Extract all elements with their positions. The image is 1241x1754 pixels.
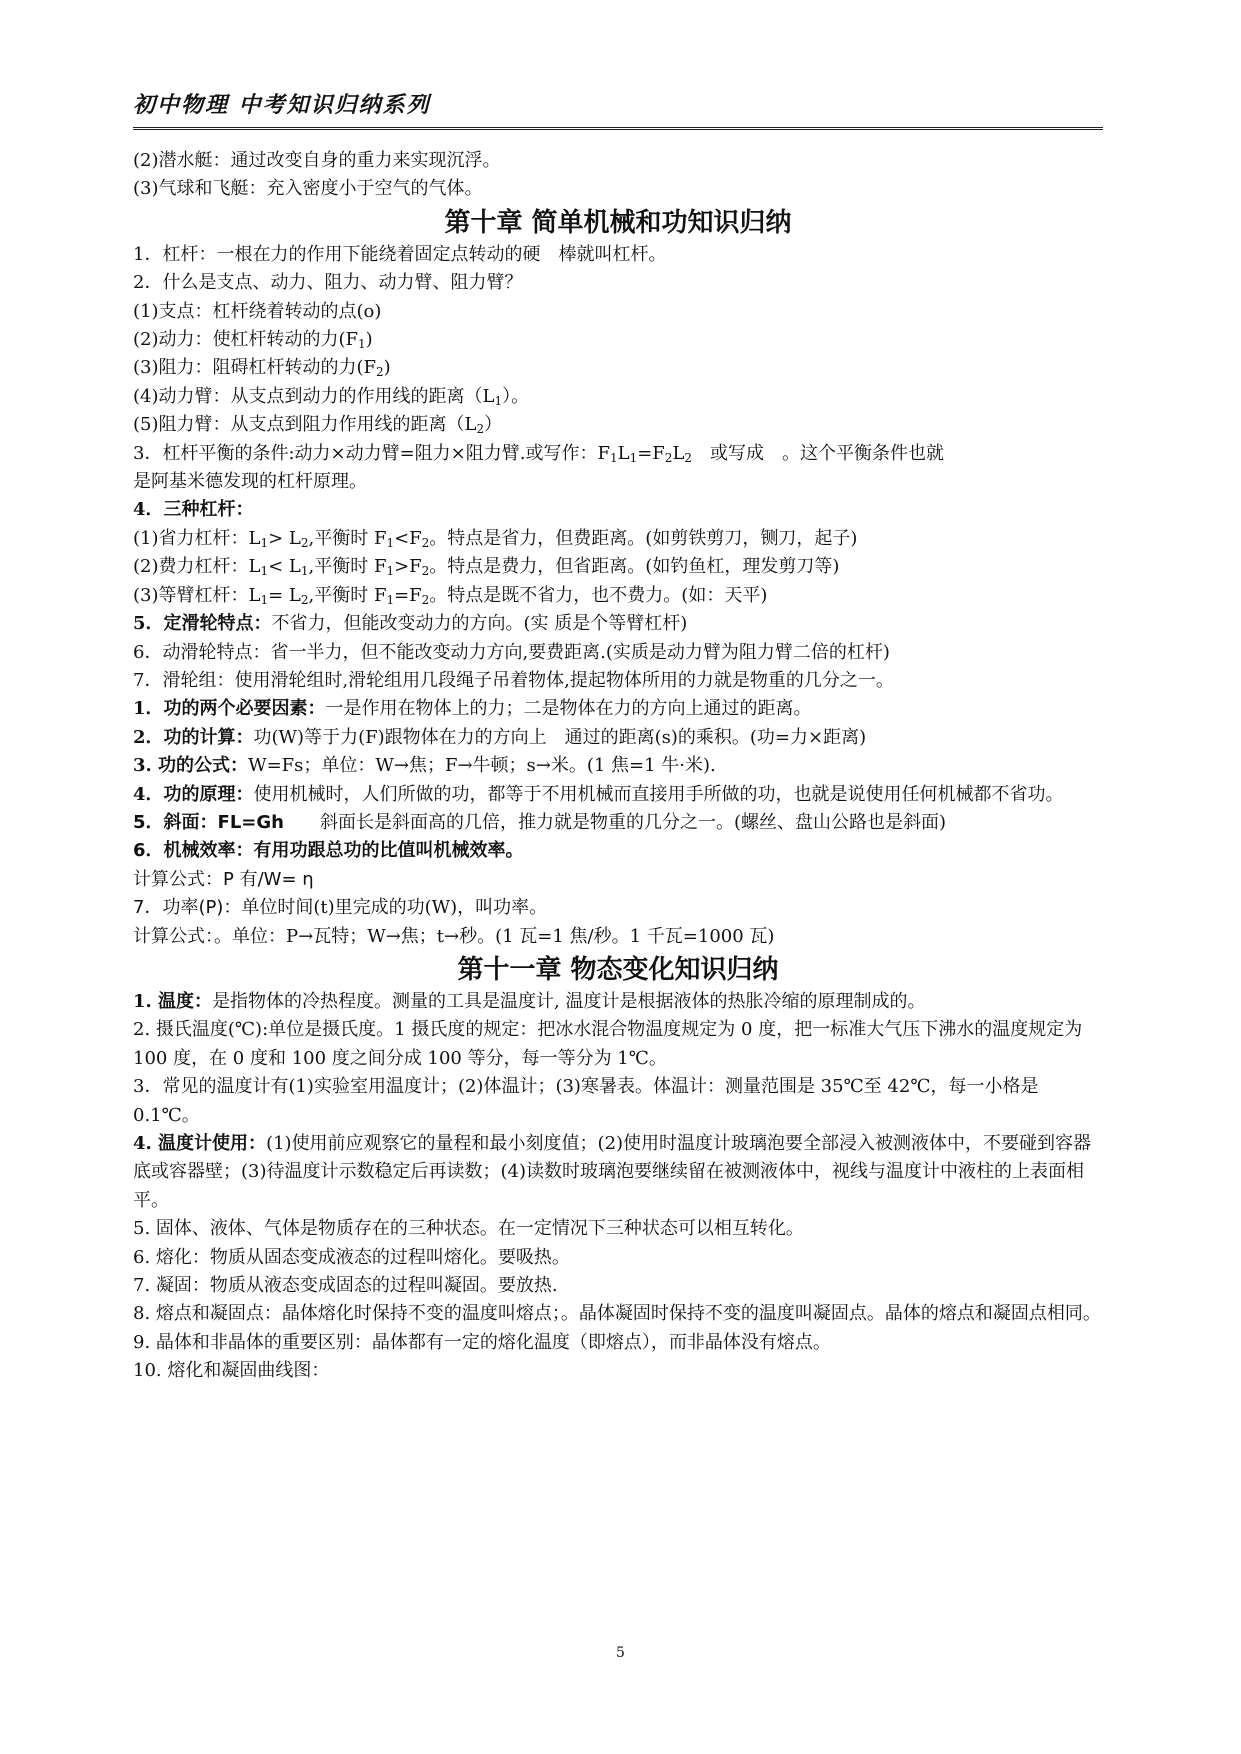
text-line: (3)气球和飞艇：充入密度小于空气的气体。 [133,178,483,200]
text-line: (1)省力杠杆：$L_1> L_2$,平衡时 $F_1<F_2$。特点是省力，但费距离。(如剪铁剪刀，铡刀，起子) [133,527,858,550]
text-paragraph: 2. 摄氏温度(℃):单位是摄氏度。1 摄氏度的规定：把冰水混合物温度规定为 0 度，把一标准大气压下沸水的温度规定为 100 度，在 0 度和 100 度之间分成 100 等分，每一等分为 1℃。 [133,1019,1083,1069]
text-line: 是阿基米德发现的杠杆原理。 [133,471,367,493]
text-line: 5．定滑轮特点：不省力，但能改变动力的方向。(实 质是个等臂杠杆) [133,613,688,635]
text-paragraph: 8. 熔点和凝固点：晶体熔化时保持不变的温度叫熔点；。晶体凝固时保持不变的温度叫凝固点。晶体的熔点和凝固点相同。 [133,1303,1101,1325]
text-line: 2．功的计算：功(W)等于力(F)跟物体在力的方向上 通过的距离(s)的乘积。(功=力×距离) [133,726,867,748]
text-line: 计算公式：。单位：P→瓦特；W→焦；t→秒。(1 瓦=1 焦/秒。1 千瓦=1000 瓦) [133,925,775,947]
text-line: (1)支点：杠杆绕着转动的点(o) [133,300,382,322]
text-line: 7．滑轮组：使用滑轮组时,滑轮组用几段绳子吊着物体,提起物体所用的力就是物重的几分之一。 [133,669,894,691]
chapter-title-10: 第十章 简单机械和功知识归纳 [444,207,792,238]
text-line: (2)费力杠杆：$L_1< L_1$,平衡时 $F_1>F_2$。特点是费力，但省距离。(如钓鱼杠，理发剪刀等) [133,556,840,579]
text-line: 5．斜面：FL=Gh 斜面长是斜面高的几倍，推力就是物重的几分之一。(螺丝、盘山公路也是斜面) [133,811,947,833]
page-header: 初中物理 中考知识归纳系列 [133,88,1103,130]
page-number: 5 [616,1645,625,1661]
text-line: 7. 凝固：物质从液态变成固态的过程叫凝固。要放热. [133,1275,558,1297]
text-line: 9. 晶体和非晶体的重要区别：晶体都有一定的熔化温度（即熔点），而非晶体没有熔点。 [133,1331,831,1353]
text-line: 10. 熔化和凝固曲线图： [133,1360,330,1382]
text-paragraph: 4．功的原理：使用机械时，人们所做的功，都等于不用机械而直接用手所做的功，也就是说使用任何机械都不省功。 [133,783,1064,805]
text-line: 3．杠杆平衡的条件:动力×动力臂=阻力×阻力臂.或写作：$F_1L_1=F_2L_2$ 或写成 。这个平衡条件也就 [133,442,945,465]
chapter-title-11: 第十一章 物态变化知识归纳 [457,954,779,985]
text-line: 7．功率(P)：单位时间(t)里完成的功(W)，叫功率。 [133,897,548,919]
text-line: 3. 功的公式：W=Fs；单位：W→焦；F→牛顿；s→米。(1 焦=1 牛·米). [133,755,716,777]
page-content [133,147,1103,1386]
text-line: 6．机械效率：有用功跟总功的比值叫机械效率。 [133,840,524,862]
text-line: 1．杠杆：一根在力的作用下能绕着固定点转动的硬 棒就叫杠杆。 [133,243,667,265]
text-line: 5. 固体、液体、气体是物质存在的三种状态。在一定情况下三种状态可以相互转化。 [133,1218,804,1240]
text-line: (5)阻力臂：从支点到阻力作用线的距离$(L_2)$ [133,414,503,437]
text-line: 6. 熔化：物质从固态变成液态的过程叫熔化。要吸热。 [133,1246,570,1268]
text-line: (4)动力臂：从支点到动力的作用线的距离$(L_1)$。 [133,385,530,408]
text-line: 计算公式：P 有/W= η [133,868,314,890]
text-line: (2)潜水艇：通过改变自身的重力来实现沉浮。 [133,150,501,171]
text-line: 1．功的两个必要因素：一是作用在物体上的力；二是物体在力的方向上通过的距离。 [133,698,812,720]
text-paragraph: 4. 温度计使用：(1)使用前应观察它的量程和最小刻度值；(2)使用时温度计玻璃泡要全部浸入被测液体中，不要碰到容器底或容器壁；(3)待温度计示数稳定后再读数；(4)读数时玻璃泡要继续留在被测液体中，视线与温度计中液柱的上表面相平。 [133,1133,1092,1211]
text-line: 2．什么是支点、动力、阻力、动力臂、阻力臂？ [133,272,523,294]
text-line: 4．三种杠杆： [133,499,254,521]
text-paragraph: 3．常见的温度计有(1)实验室用温度计；(2)体温计；(3)寒暑表。体温计：测量范围是 35℃至 42℃，每一小格是 0.1℃。 [133,1076,1039,1126]
text-line: (3)等臂杠杆：$L_1= L_2$,平衡时 $F_1=F_2$。特点是既不省力，也不费力。(如：天平) [133,584,768,607]
text-line: (2)动力：使杠杆转动的力$(F_1)$ [133,329,373,352]
text-line: 1. 温度：是指物体的冷热程度。测量的工具是温度计, 温度计是根据液体的热胀冷缩的原理制成的。 [133,990,926,1012]
text-line: (3)阻力：阻碍杠杆转动的力$(F_2)$ [133,357,391,380]
text-line: 6．动滑轮特点：省一半力，但不能改变动力方向,要费距离.(实质是动力臂为阻力臂二倍的杠杆) [133,641,890,663]
